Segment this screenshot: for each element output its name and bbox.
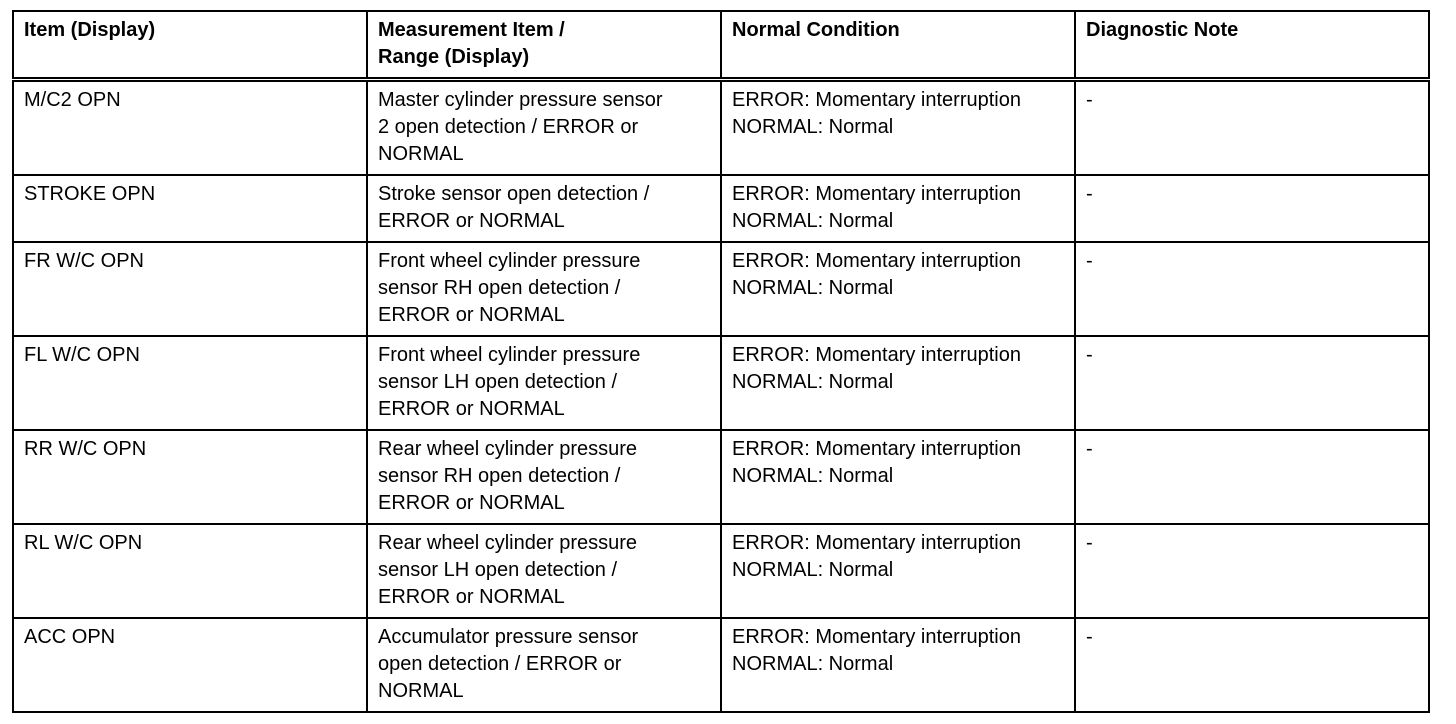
item-display-text: FR W/C OPN <box>24 250 144 272</box>
header-text: Measurement Item / <box>378 19 565 41</box>
cell-diagnostic-note <box>1075 430 1429 524</box>
cell-item-display <box>13 175 367 242</box>
normal-condition-text-line: ERROR: Momentary interruption <box>732 532 1021 554</box>
table-row <box>13 618 1429 712</box>
item-display-text: FL W/C OPN <box>24 344 140 366</box>
cell-diagnostic-note <box>1075 242 1429 336</box>
normal-condition-text-line: ERROR: Momentary interruption <box>732 250 1021 272</box>
table-row <box>13 80 1429 176</box>
cell-normal-condition <box>721 175 1075 242</box>
table-row <box>13 430 1429 524</box>
item-display-text: STROKE OPN <box>24 183 156 205</box>
measurement-text-line: ERROR or NORMAL <box>378 586 565 608</box>
normal-condition-text-line: ERROR: Momentary interruption <box>732 89 1021 111</box>
diagnostic-note-text: - <box>1086 626 1093 648</box>
normal-condition-text-line: ERROR: Momentary interruption <box>732 626 1021 648</box>
measurement-text-line: Rear wheel cylinder pressure <box>378 438 638 460</box>
normal-condition-text-line: NORMAL: Normal <box>732 371 894 393</box>
item-display-text: M/C2 OPN <box>24 89 121 111</box>
normal-condition-text-line: NORMAL: Normal <box>732 116 894 138</box>
header-diagnostic-note <box>1075 11 1429 80</box>
cell-diagnostic-note <box>1075 618 1429 712</box>
measurement-text-line: Accumulator pressure sensor <box>378 626 639 648</box>
measurement-text-line: open detection / ERROR or <box>378 653 622 675</box>
cell-measurement-item <box>367 80 721 176</box>
header-measurement-item <box>367 11 721 80</box>
cell-item-display <box>13 618 367 712</box>
measurement-text-line: ERROR or NORMAL <box>378 304 565 326</box>
diagnostic-note-text: - <box>1086 250 1093 272</box>
measurement-text-line: Rear wheel cylinder pressure <box>378 532 638 554</box>
normal-condition-text-line: NORMAL: Normal <box>732 210 894 232</box>
diagnostic-note-text: - <box>1086 89 1093 111</box>
cell-measurement-item <box>367 618 721 712</box>
measurement-text-line: Stroke sensor open detection / <box>378 183 650 205</box>
cell-measurement-item <box>367 430 721 524</box>
cell-normal-condition <box>721 430 1075 524</box>
cell-measurement-item <box>367 242 721 336</box>
table-body <box>13 80 1429 713</box>
cell-diagnostic-note <box>1075 336 1429 430</box>
table-row <box>13 336 1429 430</box>
cell-item-display <box>13 242 367 336</box>
cell-item-display <box>13 336 367 430</box>
table-row <box>13 524 1429 618</box>
diagnostic-note-text: - <box>1086 183 1093 205</box>
measurement-text-line: NORMAL <box>378 143 464 165</box>
table-header <box>13 11 1429 80</box>
cell-normal-condition <box>721 618 1075 712</box>
header-text: Range (Display) <box>378 46 530 68</box>
cell-normal-condition <box>721 80 1075 176</box>
measurement-text-line: ERROR or NORMAL <box>378 492 565 514</box>
table-row <box>13 175 1429 242</box>
measurement-text-line: sensor LH open detection / <box>378 559 618 581</box>
measurement-text-line: ERROR or NORMAL <box>378 210 565 232</box>
cell-diagnostic-note <box>1075 80 1429 176</box>
measurement-text-line: sensor RH open detection / <box>378 465 621 487</box>
diagnostic-note-text: - <box>1086 438 1093 460</box>
normal-condition-text-line: NORMAL: Normal <box>732 653 894 675</box>
normal-condition-text-line: NORMAL: Normal <box>732 559 894 581</box>
cell-item-display <box>13 80 367 176</box>
cell-normal-condition <box>721 336 1075 430</box>
cell-item-display <box>13 524 367 618</box>
measurement-text-line: sensor LH open detection / <box>378 371 618 393</box>
normal-condition-text-line: NORMAL: Normal <box>732 277 894 299</box>
cell-normal-condition <box>721 524 1075 618</box>
normal-condition-text-line: ERROR: Momentary interruption <box>732 183 1021 205</box>
normal-condition-text-line: ERROR: Momentary interruption <box>732 344 1021 366</box>
header-item-display <box>13 11 367 80</box>
measurement-text-line: ERROR or NORMAL <box>378 398 565 420</box>
data-list-table <box>12 10 1430 713</box>
measurement-text-line: Front wheel cylinder pressure <box>378 250 641 272</box>
header-row <box>13 11 1429 80</box>
cell-diagnostic-note <box>1075 524 1429 618</box>
header-text: Diagnostic Note <box>1086 19 1239 41</box>
measurement-text-line: NORMAL <box>378 680 464 702</box>
item-display-text: RR W/C OPN <box>24 438 147 460</box>
cell-item-display <box>13 430 367 524</box>
cell-normal-condition <box>721 242 1075 336</box>
measurement-text-line: sensor RH open detection / <box>378 277 621 299</box>
measurement-text-line: Front wheel cylinder pressure <box>378 344 641 366</box>
header-normal-condition <box>721 11 1075 80</box>
header-text: Normal Condition <box>732 19 900 41</box>
diagnostic-note-text: - <box>1086 532 1093 554</box>
item-display-text: ACC OPN <box>24 626 116 648</box>
normal-condition-text-line: NORMAL: Normal <box>732 465 894 487</box>
normal-condition-text-line: ERROR: Momentary interruption <box>732 438 1021 460</box>
item-display-text: RL W/C OPN <box>24 532 143 554</box>
measurement-text-line: 2 open detection / ERROR or <box>378 116 639 138</box>
table-row <box>13 242 1429 336</box>
cell-measurement-item <box>367 175 721 242</box>
cell-measurement-item <box>367 336 721 430</box>
header-text: Item (Display) <box>24 19 156 41</box>
diagnostic-note-text: - <box>1086 344 1093 366</box>
measurement-text-line: Master cylinder pressure sensor <box>378 89 663 111</box>
cell-measurement-item <box>367 524 721 618</box>
document-page <box>12 10 1430 713</box>
cell-diagnostic-note <box>1075 175 1429 242</box>
